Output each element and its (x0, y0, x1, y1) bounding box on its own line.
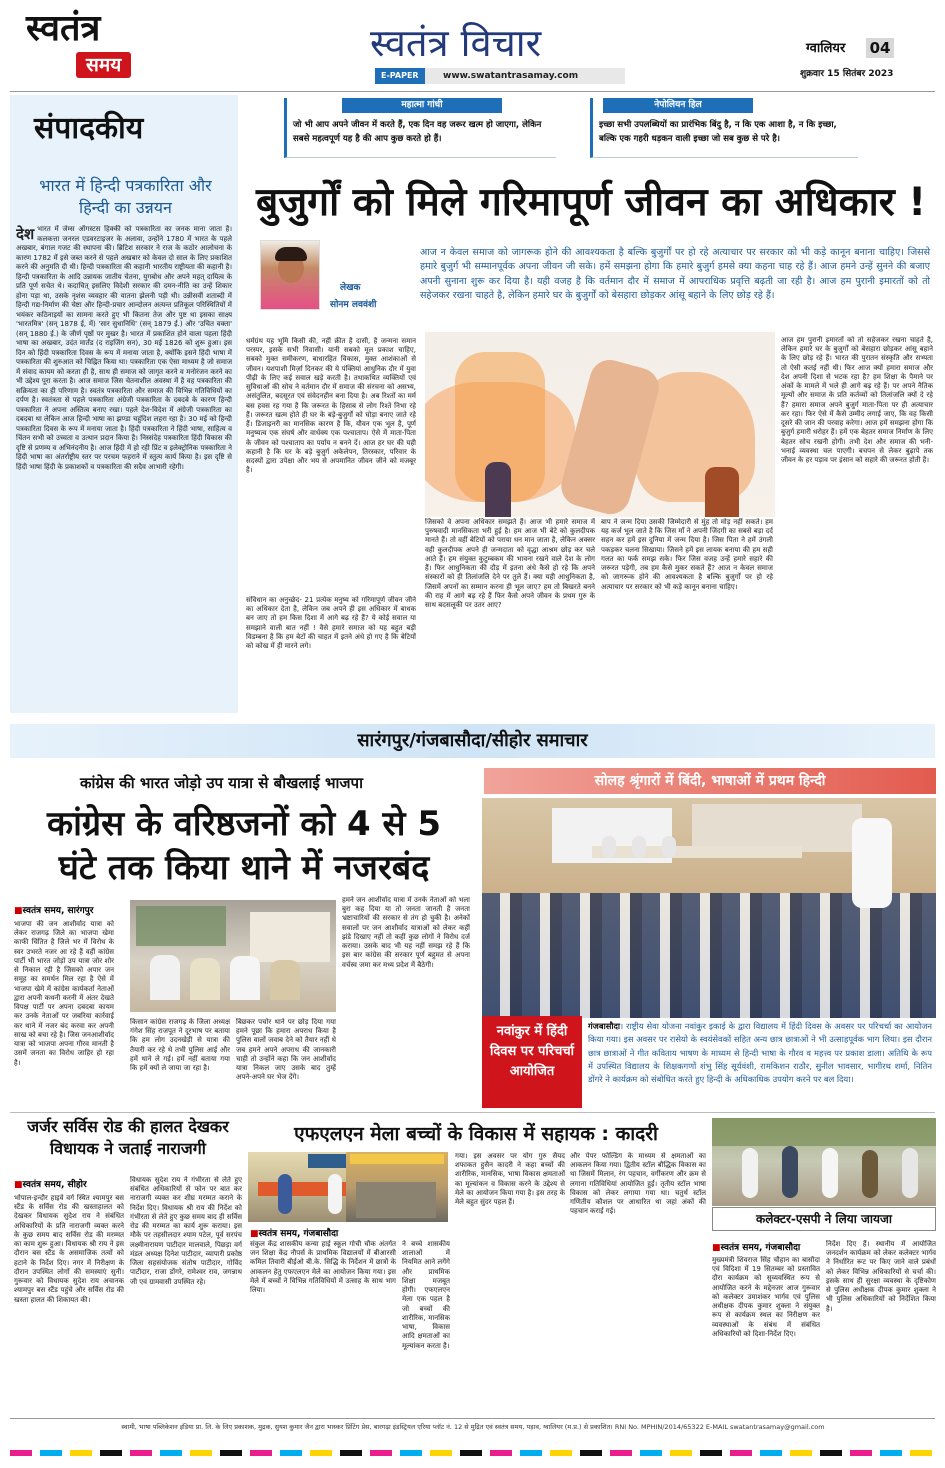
jarjar-headline-1: जर्जर सर्विस रोड की हालत देखकर (27, 1117, 229, 1136)
quote-author: महात्मा गांधी (342, 98, 502, 113)
page-number: 04 (866, 38, 894, 58)
quote-text: जो भी आप अपने जीवन में करते हैं, एक दिन वह जरूर खत्म हो जाएगा, लेकिन सबसे महत्वपूर्ण यह है की आप कुछ करते हो हैं। (293, 120, 542, 144)
editorial-heading: संपादकीय (34, 111, 144, 146)
fln-byline: ■ स्वतंत्र समय, गंजबासौदा (250, 1226, 338, 1239)
jarjar-headline-2: विधायक ने जताई नाराजगी (50, 1139, 206, 1158)
collector-col-2: निर्देश दिए हैं। स्थानीय में आयोजित जनदर्शन कार्यक्रम को लेकर कलेक्टर भार्गव ने निर्धारित रूट पर किए जाने वाले प्रबंधों को लेकर विभिन्न अधिकारियों से चर्चा की। इसके साथ ही सुरक्षा व्यवस्था के दृष्टिकोण से पुलिस अधीक्षक दीपक कुमार शुक्ला ने भी पुलिस अधिकारियों को निर्देशित किया है। (826, 1240, 936, 1313)
congress-photo (130, 900, 336, 1012)
collector-caption-box (712, 1207, 936, 1231)
collector-photo (712, 1118, 936, 1206)
collector-byline: ■ स्वतंत्र समय, गंजबासौदा (712, 1240, 800, 1253)
congress-col-1: भाजपा की जन आशीर्वाद यात्रा को लेकर राजगढ़ जिले का भाजपा खेमा काफी चिंतित है जिले भर में विरोध के स्वर उभरते नजर आ रहे हैं वहीं कांग्रेस पार्टी भी भारत जोड़ो उप यात्रा जोर शोर से निकाल रही है जिसको अपार जन समूह का समर्थन मिल रहा है ऐसे में भाजपा खेमे में कांग्रेस कार्यकर्ता नेताओं द्वारा अपनी कथनी करनी में अंतर देखते विपक्ष पार्टी पर अपना दबदबा कायम कर उनके नेताओं पर जबरिया कार्रवाई कर थाने में नजर बंद करवा कर अपनी साख को बचा रहे है। जिस जनआशीर्वाद यात्रा को भाजपा अपना गौरव मानती है उसमें जनता का विरोध जाहिर हो रहा है। (14, 920, 114, 1067)
city-label: ग्वालियर (806, 41, 846, 56)
congress-col-4: हमने जन आशीर्वाद यात्रा में उनके नेताओं को भला बुरा कह दिया या तो जनता जानती है जनता भ्रष्टाचारियों की सरकार से तंग हो चुकी है। अनेकों सवालों पर जन आशीर्वाद यात्राओं को लेकर कहीं झंडे दिखाए नहीं तो कहीं कुछ लोगों ने विरोध दर्ज कराया। उसके बाद भी यह नहीं समझ रहे हैं कि इस बार कांग्रेस की सरकार पूर्ण बहुमत से अपना वर्चस्व जमा कर मध्य प्रदेश में बैठेगी। (342, 896, 470, 969)
logo-bottom: समय (76, 52, 131, 78)
editorial-body (16, 225, 232, 705)
editorial-section (10, 95, 238, 713)
congress-col-2: किसान कांग्रेस राजगढ़ के जिला अध्यक्ष गंगेश सिंह राजपूत ने दूरभाष पर बताया कि हम लोग उदनखेड़ी से यात्रा की तैयारी कर रहे थे तभी पुलिस आई और हमें थाने ले गई। हमें नहीं बताया गया कि हमें क्यों ले जाया जा रहा है। (130, 1018, 230, 1073)
section-bar-title: सारंगपुर/गंजबासौदा/सीहोर समाचार (357, 730, 588, 751)
author-label: लेखक (340, 283, 361, 293)
author-name: सोनम लववंशी (330, 300, 377, 310)
collector-caption: कलेक्टर-एसपी ने लिया जायजा (756, 1212, 892, 1226)
fln-col-4: और पेपर फोल्डिंग के माध्यम से क्षमताओं का आकलन किया गया। द्वितीय स्टॉल बौद्धिक विकास का था जिसमें मिलान, रंग पहचान, वर्गीकरण और क्रम से लगाना गतिविधियां आयोजित हुईं। तृतीय स्टॉल भाषा विकास को लेकर लगाया गया था। चतुर्थ स्टॉल गणितीय कौशल पर आधारित था जहां अंकों की पहचान कराई गई। (570, 1152, 706, 1216)
hindi-diwas-dateline: गंजबासौदा (588, 1021, 621, 1031)
main-intro: आज न केवल समाज को जागरूक होने की आवश्यकता है बल्कि बुजुर्गों पर हो रहे अत्याचार पर सरकार को भी कड़े कानून बनाना चाहिए। जिससे हमारे बुजुर्ग भी सम्मानपूर्वक अपना जीवन जी सके। हमें समझना होगा कि हमारे बुजुर्ग हमसे क्या कहना चाह रहे हैं। आज हमने उन्हें सुनने की बजाए अपनी सुनाना शुरू कर दिया है। यही वजह है कि वर्तमान दौर में समाज में आपराधिक प्रवृत्ति बढ़ती जा रही है। आज हम पुरानी इमारतों को तो सहेजकर रखना चाहते है, लेकिन हमारे घर के बुजुर्गों को बेसहारा छोड़कर आंसू बहाने के लिए छोड़ रहे हैं। (420, 247, 930, 301)
editorial-text: भारत में जेम्स ऑगस्टस हिक्की को पत्रकारिता का जनक माना जाता है। कलकत्ता जनरल एडवरटाइजर के अलावा, उन्होंने 1780 में भारत के पहले अखबार, बंगाल गजट की स्थापना की। ब्रिटिश सरकार ने राज के कठोर आलोचना के कारण 1782 में इसे जब्त करने से पहले अखबार को केवल दो साल के लिए प्रकाशित करने की अनुमति दी थी। हिन्दी पत्रकारिता की कहानी भारतीय राष्ट्रीयता की कहानी है। हिन्दी पत्रकारिता के आदि उन्नायक जातीय चेतना, युगबोध और अपने महत् दायित्व के प्रति पूर्ण सचेत थे। कदाचित् इसलिए विदेशी सरकार की दमन-नीति का उन्हें शिकार होना पड़ा था, उसके नृशंस व्यवहार की यातना झेलनी पड़ी थी। उन्नीसवीं शताब्दी में हिन्दी गद्य-निर्माण की चेष्टा और हिन्दी-प्रचार आन्दोलन अत्यन्त प्रतिकूल परिस्थितियों में भयंकर कठिनाइयों का सामना करते हुए भी कितना तेज और पुष्ट था इसका साक्ष्य 'भारतमित्र' (सन् 1878 ई, में) 'सार सुधानिधि' (सन् 1879 ई.) और 'उचित वक्ता' (सन् 1880 ई.) के जीर्ण पृष्ठों पर मुखर है। भारत में प्रकाशित होने वाला पहला हिंदी भाषा का अखबार, उदंत मार्तंड (द राइजिंग सन), 30 मई 1826 को शुरू हुआ। इस दिन को हिंदी पत्रकारिता दिवस के रूप में मनाया जाता है, क्योंकि इसने हिंदी भाषा में पत्रकारिता की शुरुआत को चिह्नित किया था। पत्रकारिता एक ऐसा माध्यम है जो समाज में संवाद कायम को करता ही है, साथ ही समाज को जागृत करने व मनोरंजन करने का भी उद्देश्य पूरा करता है। आज समाज जिस चेतनाशील अवस्था में है वह पत्रकारिता की सक्रियता का ही परिणाम है। स्वतंत्र पत्रकारिता और समाज की विभिन्न गतिविधियों का दर्पण है। स्वतंत्रता से पहले पत्रकारिता अंग्रेजी पत्रकारिता के दबदबे के कारण हिन्दी पत्रकारिता ने अपना अस्तित्व बनाए रखा। पहले देश-विदेश में अंग्रेजी पत्रकारिता का दबदबा था लेकिन आज हिन्दी भाषा का झण्डा चहुंदिश लहरा रहा है। 30 मई को हिन्दी पत्रकारिता दिवस के रूप में मनाया जाता है। हिंदी पत्रकारिता ने हिंदी भाषा, साहित्य व चिंतन सभी को उच्चता व उत्थान प्रदान किया है। निस्संदेह पत्रकारिता हिंदी विकास की दृष्टि से प्रणम्य व अभिनंदनीय है। आज हिंदी में हो रही प्रिंट व इलेक्ट्रोनिक पत्रकारिता ने हिंदी भाषा का अंतर्राष्ट्रीय स्तर पर परचम फहराने में स्तुत्य कार्य किया है। इस दृष्टि से हिंदी भाषा हिंदी के प्रकाशकों व पत्रकारिता की सदैव आभारी रहेगी। (16, 225, 232, 471)
main-headline: बुजुर्गों को मिले गरिमापूर्ण जीवन का अधिकार ! (255, 180, 927, 225)
color-registration-bar (10, 1450, 935, 1456)
jarjar-col-2: विधायक सुदेश राय ने गंभीरता से लेते हुए संबंधित अधिकारियों से फोन पर बात कर नाराजगी व्यक्त कर शीघ्र मरम्मत कराने के निर्देश दिए। विधायक श्री राय की निर्देश को गंभीरता से लेते हुए कुछ समय बाद ही सर्विस रोड की मरम्मत का कार्य शुरू कराया। इस मौके पर तहसीलदार श्याम पटेल, पूर्व सरपंच लक्ष्मीनारायण पाटीदार मालवाले, पिछड़ा वर्ग मंडल अध्यक्ष दिनेश पाटीदार, व्यापारी प्रकोष्ठ जिला सहसंयोजक संतोष पाटीदार, गोविंद पाटीदार, राजा डोंगरे, रामेश्वर राव, जगन्नाथ जी एवं ग्रामवासी उपस्थित रहे। (130, 1176, 242, 1286)
hindi-diwas-headline (484, 768, 936, 794)
mid-rule (10, 1112, 935, 1113)
section-bar (10, 724, 935, 758)
hindi-diwas-body (588, 1020, 932, 1108)
main-col-1: धर्मग्रंथ यह भूमि किसी की, नहीं क्रीत है दासी, है जन्मना समान परस्पर, इसके सभी निवासी। यानी सबको मूल प्रकाश चाहिए, सबको मुक्त समीकरण, बाधारहित विकास, मुक्त आशंकाओं से जीवन। यशपाशी मिर्ज़ा दिनकर की ये पंक्तियां आधुनिक दौर में युवा पीढ़ी के लिए कई सवाल खड़े करती है। तथाकथित व्यक्तियों एवं सुविधाओं की सोच ने वर्तमान दौर में समाज की संरचना को असभ्य, असंतुलित, बदसूरत एवं संवेदनहीन बना दिया है। अब रिश्तों का मर्म बस हवस रह गया है कि जरूरत के हिसाब से लोग रिश्ते निभा रहे हैं। जरूरत खत्म होते ही घर के बड़े-बुजुर्गों को घोड़ा बनाए जाते रहे हैं। डिजाइनरी का मानसिक कारण है कि, यौवन एक भूल है, पूर्ण मनुष्यत्व एक संघर्ष और वार्धक्य एक पश्चाताप। ऐसे में माता-पिता के जीवन को पश्चाताप का पर्याय न बनने दें। आज हर घर की यही कहानी है कि घर के बड़े बुजुर्ग अकेलेपन, तिरस्कार, परिवार के सदस्यों द्वारा उपेक्षा और भय से अपमानित जीवन जीने को मजबूर है। (246, 337, 416, 475)
hindi-diwas-title: सोलह श्रृंगारों में बिंदी, भाषाओं में प्रथम हिन्दी (594, 773, 826, 789)
elderly-hands-illustration (425, 332, 775, 517)
hindi-diwas-photo (482, 798, 936, 1018)
hindi-diwas-caption-box (482, 1016, 582, 1108)
page-title: स्वतंत्र विचार (370, 21, 542, 65)
jarjar-col-1: भोपाल-इन्दौर हाइवे वर्ग स्थित श्यामपुर बस स्टैंड के सर्विस रोड की खस्ताहालत को देखकर विधायक सुदेश राय ने संबंधित अधिकारियों के प्रति नाराजगी व्यक्त करने के कुछ समय बाद सर्विस रोड की मरम्मत का काम शुरू हुआ। विधायक श्री राय ने इस दौरान बस स्टैंड के असमाजिक तत्वों को हटाने के निर्देश दिए। नगर में निरीक्षण के दौरान उपस्थित लोगों की समस्याएं सुनी। गुरूवार को विधायक सुदेश राय अचानक श्यामपुर बस स्टैंड पहुंचे और सर्विस रोड की खस्ता हालत की शिकायत की। (14, 1194, 124, 1304)
congress-headline-2: घंटे तक किया थाने में नजरबंद (58, 848, 430, 888)
hindi-diwas-text: । राष्ट्रीय सेवा योजना नवांकुर इकाई के द्वारा विद्यालय में हिंदी दिवस के अवसर पर परिचर्चा का आयोजन किया गया। इस अवसर पर रासेयो के स्वयंसेवकों सहित अन्य छात्र छात्राओं ने भी उत्साहपूर्वक भाग लिया। इस दौरान छात्र छात्राओं ने गीत कविताय भाषण के माध्यम से हिन्दी भाषा के गौरव व महत्त्व पर प्रकाश डाला। अतिथि के रूप में उपस्थित विद्यालय के शिक्षकगणों शंभु सिंह सूर्यवंशी, रामकिशन राठौर, सुनील भावसार, भागीरथ शर्मा, नितिन डोंगरे ने कार्यक्रम को संबोधित करते हुए हिन्दी के अधिकाधिक उपयोग करने पर बल दिया। (588, 1021, 932, 1085)
congress-byline: ■ स्वतंत्र समय, सारंगपुर (14, 903, 93, 916)
masthead (0, 0, 945, 92)
editorial-dropcap: देश (16, 225, 35, 243)
fln-col-3: गया। इस अवसर पर योग गुरु सैयद शफाकत हुसैन कादरी ने कहा बच्चों की शारीरिक, मानसिक, भाषा विकास क्षमताओं का मूल्यांकन व विकास करने के उद्देश्य से मेले का आयोजन किया गया है। इस तरह के मेले बहुत सुंदर पहल हैं। (455, 1152, 565, 1207)
hindi-diwas-caption: नवांकुर में हिंदी दिवस पर परिचर्चा आयोजित (490, 1024, 574, 1079)
author-photo (260, 240, 320, 310)
issue-date: शुक्रवार 15 सितंबर 2023 (800, 69, 894, 79)
fln-col-1: संकुल केंद्र शासकीय कन्या हाई स्कूल गोची चौक अंतर्गत जन शिक्षा केंद्र नौपर्स के प्राथमिक विद्यालयों में बीआरसी कमिल तिवारी बीईओ बी.के. सिद्धि के निर्देशन में छात्रों के आकलन हेतु एफएलएन मेले का आयोजन किया गया। इस मेले में बच्चों ने विभिन्न गतिविधियों में उत्साह के साथ भाग लिया। (250, 1240, 396, 1295)
main-col-2: संविधान का अनुच्छेद- 21 प्रत्येक मनुष्य को गरिमापूर्ण जीवन जीने का अधिकार देता है, लेकिन जब अपने ही इस अधिकार में बाधक बन जाए तो हम किस दिशा में आगे बढ़ रहे हैं? ये कोई सवाल या समझाने वाली बात नहीं ! वैसे हमारे समाज को यह बहुत बड़ी विडम्बना है कि हम बेटों की चाहत में इतने अंधे हो गए है कि बेटियों को कोख में ही मारने लगे। (246, 596, 416, 651)
quote-text: इच्छा सभी उपलब्धियों का प्रारंभिक बिंदु है, न कि एक आशा है, न कि इच्छा, बल्कि एक गहरी धड़कन वाली इच्छा जो सब कुछ से परे है। (599, 120, 837, 144)
fln-col-2: ने बच्चे शासकीय शालाओं में नियमित आने लगेंगे और प्राथमिक शिक्षा मजबूत होगी। एफएलएन मेला एक पहल है जो बच्चों की शारीरिक, मानसिक भाषा, विकास आदि क्षमताओं का मूल्यांकन करता है। (402, 1240, 450, 1350)
epaper-bar (375, 68, 625, 84)
logo (26, 8, 166, 84)
main-col-3: जिसको वे अपना अधिकार समझते हैं। आज भी हमारे समाज में पुरुषवादी मानसिकता भरी हुई है। हम आज भी बेटे को कुलदीपक मानते हैं। तो वहीं बेटियों को पराया धन मान जाता है, लेकिन अक्सर वही कुलदीपक अपने ही जन्मदाता को वृद्धा आश्रम छोड़ कर चले आते हैं। हम संयुक्त कुटुम्बकम की भावना रखने वाले देश के लोग हैं। फिर आधुनिकता की दौड़ में इतना अंधे कैसे हो रहे कि अपने संस्कारों को ही तिलांजलि देने पर तुले हैं। क्या यही आधुनिकता है, जिसमें अपनों का सम्मान करना ही भूल जाए? हम तो बिखरते बनने की राह में आगे बढ़ रहे हैं फिर कैसे अपने जीवन के प्रथम गुरु के साथ बदसलूकी पर उतर आए? (425, 518, 595, 610)
masthead-rule (10, 91, 935, 92)
main-col-4: बाप ने जन्म दिया उसकी जिम्मेदारी से मुंह तो मोड़ नहीं सकते। हम यह कर्ज भूल जाते है कि जिस माँ ने अपनी जिंदगी का सबसे बड़ा दर्द सहन कर हमें इस दुनिया में जन्म दिया है। जिस पिता ने हमें उंगली पकड़कर चलना सिखाया। जिसने हमें इस लायक बनाया की हम सही गलत का फर्क समझ सके। फिर जिस वजह उन्हें हमारे सहारे की जरूरत पड़ेगी, तब हम कैसे मुकर सकते हैं? आज न केवल समाज को जागरूक होने की आवश्यकता है बल्कि बुजुर्गों पर हो रहे अत्याचार पर सरकार को भी कड़े कानून बनाना चाहिए। (601, 518, 773, 591)
jarjar-byline: ■ स्वतंत्र समय, सीहोर (14, 1177, 87, 1190)
epaper-label: E-PAPER (375, 68, 425, 84)
congress-headline-1: कांग्रेस के वरिष्ठजनों को 4 से 5 (47, 804, 441, 844)
fln-photo-right (346, 1152, 448, 1222)
quote-gandhi (284, 98, 556, 158)
collector-col-1: मुख्यमंत्री शिवराज सिंह चौहान का बासौदा एवं विदिशा में 19 सितम्बर को प्रस्तावित दौरा कार्यक्रम को सुव्यवस्थित रूप से आयोजित करने के मद्देनजर आज गुरूवार को कलेक्टर उमाशंकर भार्गव एवं पुलिस अधीक्षक दीपक कुमार शुक्ला ने संयुक्त रूप से कार्यक्रम स्थल का निरीक्षण कर व्यवस्थाओं के संबंध में संबंधित अधिकारियों को दिशा-निर्देश दिए। (712, 1256, 820, 1338)
imprint: स्वामी, भाषा पब्लिकेशन इंडिया प्रा. लि. के लिए प्रकाशक, मुद्रक, सुयश कुमार जैन द्वारा भास्कर प्रिंटिंग प्रेस, बारगढ़ा इंडस्ट्रियल एरिया प्लॉट नं. 12 से मुद्रित एवं स्वतंत्र समय, पड़ाव, ग्वालियर (म.प्र.) से प्रकाशित। RNI No. MPHIN/2014/65322 E-MAIL swatantrasamay@gmail.com (121, 1423, 825, 1431)
footer-rule (10, 1418, 935, 1419)
fln-headline: एफएलएन मेला बच्चों के विकास में सहायक : कादरी (294, 1123, 658, 1145)
editorial-headline: भारत में हिन्दी पत्रकारिता और हिन्दी का उन्नयन (39, 176, 212, 217)
website-link[interactable]: www.swatantrasamay.com (443, 71, 579, 81)
congress-col-3: बिछकर पचोर थाने पर छोड़ दिया गया हमने पूछा कि हमारा अपराध किया है पुलिस वालों जवाब देने को तैयार नहीं थे जब हमने अपने अपराध की जानकारी चाही तो उन्होंने कहा कि जन आशीर्वाद यात्रा निकल जाए उसके बाद तुम्हें अपने-अपने घर भेज देंगे। (236, 1018, 336, 1082)
main-col-5: आज हम पुरानी इमारतों को तो सहेजकर रखना चाहते है, लेकिन हमारे घर के बुजुर्गों को बेसहारा छोड़कर आंसू बहाने के लिए छोड़ रहे हैं। भारत की पुरातन संस्कृति और सभ्यता तो ऐसी कतई नहीं थी। फिर आज क्यों हमारा समाज और देश अपनी दिशा से भटक रहा है? हम शिक्षा के पैमाने पर अंकों के मामले में भले ही आगे बढ़ रहे हैं। पर अपने नैतिक मूल्यों और समाज के प्रति कर्तव्यों को तिलांजलि क्यों दे रहे हैं? हमारा समाज अपने बुजुर्ग माता-पिता पर ही अत्याचार कर रहा। फिर ऐसे में कैसे उम्मीद लगाई जाए, कि वह किसी दूसरे की जान की परवाह करेगा। आज हमें समझना होगा कि बुजुर्ग हमारी धरोहर हैं। हमें एक बेहतर समाज निर्माण के लिए बेहतर सोच रखनी होगी। तभी देश और समाज की भनी-भनाई व्यवस्था चल पाएगी। बचपन से लेकर बुढ़ापे तक जीवन के हर पड़ाव पर इंसान को सहारे की जरूरत होती है। (781, 336, 933, 465)
logo-top: स्वतंत्र (26, 7, 101, 49)
quote-napoleon (590, 98, 858, 158)
congress-kicker: कांग्रेस की भारत जोड़ो उप यात्रा से बौखलाई भाजपा (80, 774, 363, 792)
quote-author: नेपोलियन हिल (603, 98, 753, 113)
